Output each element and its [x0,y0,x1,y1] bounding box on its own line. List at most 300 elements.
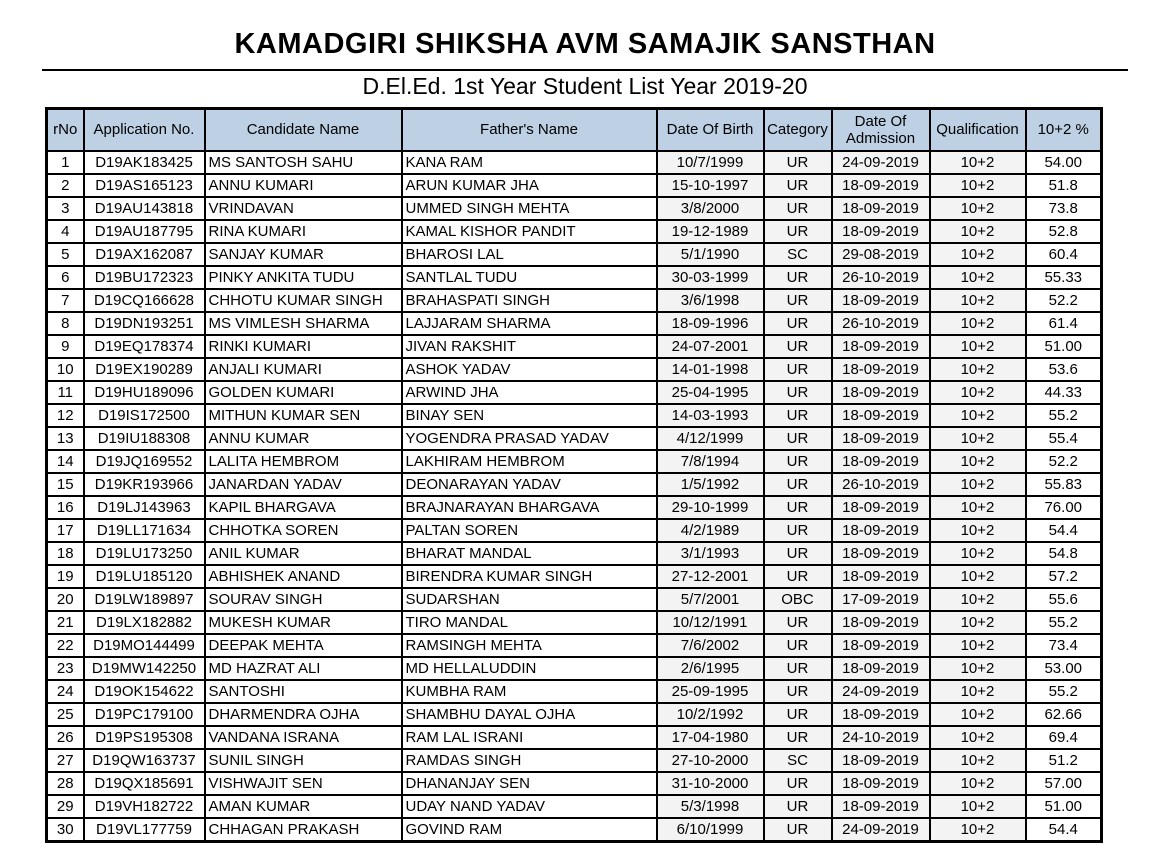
cell-dob: 5/3/1998 [657,795,764,818]
cell-qualification: 10+2 [930,358,1026,381]
cell-percent: 57.2 [1026,565,1102,588]
student-row [47,312,1102,335]
cell-rno: 4 [47,220,84,243]
cell-category: UR [764,220,832,243]
cell-dob: 17-04-1980 [657,726,764,749]
student-row [47,657,1102,680]
student-row [47,174,1102,197]
cell-rno: 7 [47,289,84,312]
cell-rno: 29 [47,795,84,818]
cell-category: UR [764,266,832,289]
student-row [47,404,1102,427]
cell-father-name: ASHOK YADAV [402,358,657,381]
cell-qualification: 10+2 [930,565,1026,588]
cell-father-name: BHARAT MANDAL [402,542,657,565]
cell-rno: 30 [47,818,84,842]
student-row [47,496,1102,519]
cell-father-name: ARUN KUMAR JHA [402,174,657,197]
cell-category: UR [764,174,832,197]
cell-dob: 14-03-1993 [657,404,764,427]
cell-category: UR [764,818,832,842]
cell-application-no: D19OK154622 [84,680,205,703]
cell-admission-date: 18-09-2019 [832,542,930,565]
student-row [47,565,1102,588]
cell-admission-date: 18-09-2019 [832,450,930,473]
cell-application-no: D19DN193251 [84,312,205,335]
cell-rno: 28 [47,772,84,795]
cell-rno: 21 [47,611,84,634]
cell-qualification: 10+2 [930,519,1026,542]
cell-category: UR [764,542,832,565]
cell-candidate-name: ANNU KUMAR [205,427,402,450]
cell-dob: 15-10-1997 [657,174,764,197]
cell-percent: 76.00 [1026,496,1102,519]
student-row [47,335,1102,358]
cell-dob: 5/1/1990 [657,243,764,266]
cell-admission-date: 26-10-2019 [832,312,930,335]
cell-application-no: D19IS172500 [84,404,205,427]
student-row [47,772,1102,795]
cell-candidate-name: VRINDAVAN [205,197,402,220]
col-header-candidate-name: Candidate Name [205,109,402,152]
cell-application-no: D19AX162087 [84,243,205,266]
cell-application-no: D19BU172323 [84,266,205,289]
cell-father-name: BINAY SEN [402,404,657,427]
cell-admission-date: 18-09-2019 [832,197,930,220]
cell-category: UR [764,795,832,818]
cell-father-name: KAMAL KISHOR PANDIT [402,220,657,243]
cell-application-no: D19JQ169552 [84,450,205,473]
cell-application-no: D19AS165123 [84,174,205,197]
cell-dob: 7/6/2002 [657,634,764,657]
student-row [47,519,1102,542]
col-header-rno: rNo [47,109,84,152]
cell-qualification: 10+2 [930,381,1026,404]
cell-father-name: RAMSINGH MEHTA [402,634,657,657]
cell-application-no: D19AK183425 [84,151,205,174]
cell-category: UR [764,381,832,404]
cell-dob: 10/7/1999 [657,151,764,174]
student-row [47,795,1102,818]
cell-rno: 8 [47,312,84,335]
cell-percent: 73.8 [1026,197,1102,220]
cell-percent: 55.2 [1026,611,1102,634]
cell-application-no: D19AU143818 [84,197,205,220]
cell-application-no: D19PC179100 [84,703,205,726]
col-header-percent: 10+2 % [1026,109,1102,152]
cell-rno: 22 [47,634,84,657]
cell-candidate-name: MS VIMLESH SHARMA [205,312,402,335]
cell-percent: 55.33 [1026,266,1102,289]
cell-application-no: D19AU187795 [84,220,205,243]
cell-category: UR [764,335,832,358]
cell-dob: 27-10-2000 [657,749,764,772]
cell-admission-date: 26-10-2019 [832,266,930,289]
cell-admission-date: 18-09-2019 [832,381,930,404]
cell-dob: 4/12/1999 [657,427,764,450]
cell-rno: 15 [47,473,84,496]
cell-dob: 30-03-1999 [657,266,764,289]
cell-application-no: D19QX185691 [84,772,205,795]
cell-application-no: D19MO144499 [84,634,205,657]
cell-candidate-name: CHHOTKA SOREN [205,519,402,542]
cell-rno: 24 [47,680,84,703]
cell-rno: 1 [47,151,84,174]
cell-application-no: D19LW189897 [84,588,205,611]
cell-percent: 62.66 [1026,703,1102,726]
cell-father-name: RAMDAS SINGH [402,749,657,772]
cell-category: UR [764,496,832,519]
cell-candidate-name: LALITA HEMBROM [205,450,402,473]
student-row [47,220,1102,243]
cell-percent: 55.4 [1026,427,1102,450]
cell-qualification: 10+2 [930,611,1026,634]
cell-father-name: LAKHIRAM HEMBROM [402,450,657,473]
cell-application-no: D19QW163737 [84,749,205,772]
cell-rno: 6 [47,266,84,289]
student-row [47,634,1102,657]
cell-candidate-name: DEEPAK MEHTA [205,634,402,657]
cell-admission-date: 18-09-2019 [832,404,930,427]
cell-father-name: GOVIND RAM [402,818,657,842]
cell-qualification: 10+2 [930,243,1026,266]
cell-category: SC [764,243,832,266]
cell-candidate-name: RINKI KUMARI [205,335,402,358]
cell-dob: 3/1/1993 [657,542,764,565]
col-header-dob: Date Of Birth [657,109,764,152]
cell-dob: 1/5/1992 [657,473,764,496]
cell-dob: 24-07-2001 [657,335,764,358]
cell-admission-date: 26-10-2019 [832,473,930,496]
cell-rno: 17 [47,519,84,542]
cell-qualification: 10+2 [930,220,1026,243]
student-row [47,266,1102,289]
cell-percent: 51.2 [1026,749,1102,772]
student-row [47,243,1102,266]
cell-dob: 27-12-2001 [657,565,764,588]
cell-candidate-name: SANTOSHI [205,680,402,703]
cell-qualification: 10+2 [930,266,1026,289]
cell-candidate-name: ABHISHEK ANAND [205,565,402,588]
cell-application-no: D19LL171634 [84,519,205,542]
cell-dob: 14-01-1998 [657,358,764,381]
cell-candidate-name: DHARMENDRA OJHA [205,703,402,726]
cell-qualification: 10+2 [930,197,1026,220]
student-row [47,818,1102,842]
cell-category: UR [764,151,832,174]
col-header-father-name: Father's Name [402,109,657,152]
cell-father-name: SHAMBHU DAYAL OJHA [402,703,657,726]
cell-father-name: ARWIND JHA [402,381,657,404]
student-row [47,680,1102,703]
col-header-category: Category [764,109,832,152]
cell-percent: 52.2 [1026,450,1102,473]
cell-dob: 31-10-2000 [657,772,764,795]
cell-percent: 52.2 [1026,289,1102,312]
cell-qualification: 10+2 [930,427,1026,450]
cell-percent: 51.00 [1026,335,1102,358]
cell-category: OBC [764,588,832,611]
cell-qualification: 10+2 [930,473,1026,496]
cell-admission-date: 18-09-2019 [832,749,930,772]
cell-dob: 25-04-1995 [657,381,764,404]
title-divider [42,69,1128,71]
cell-qualification: 10+2 [930,289,1026,312]
col-header-qualification: Qualification [930,109,1026,152]
cell-admission-date: 18-09-2019 [832,427,930,450]
cell-qualification: 10+2 [930,496,1026,519]
cell-application-no: D19EX190289 [84,358,205,381]
cell-dob: 29-10-1999 [657,496,764,519]
cell-category: UR [764,565,832,588]
cell-application-no: D19HU189096 [84,381,205,404]
cell-candidate-name: KAPIL BHARGAVA [205,496,402,519]
cell-percent: 61.4 [1026,312,1102,335]
student-row [47,726,1102,749]
cell-percent: 54.8 [1026,542,1102,565]
cell-application-no: D19MW142250 [84,657,205,680]
cell-admission-date: 24-09-2019 [832,818,930,842]
cell-rno: 19 [47,565,84,588]
cell-admission-date: 18-09-2019 [832,220,930,243]
cell-dob: 5/7/2001 [657,588,764,611]
cell-application-no: D19IU188308 [84,427,205,450]
cell-dob: 3/6/1998 [657,289,764,312]
cell-admission-date: 18-09-2019 [832,565,930,588]
cell-percent: 60.4 [1026,243,1102,266]
cell-admission-date: 18-09-2019 [832,772,930,795]
cell-qualification: 10+2 [930,634,1026,657]
cell-qualification: 10+2 [930,174,1026,197]
col-header-application-no: Application No. [84,109,205,152]
cell-dob: 10/2/1992 [657,703,764,726]
cell-percent: 51.8 [1026,174,1102,197]
cell-percent: 53.6 [1026,358,1102,381]
cell-candidate-name: GOLDEN KUMARI [205,381,402,404]
cell-candidate-name: MS SANTOSH SAHU [205,151,402,174]
cell-qualification: 10+2 [930,450,1026,473]
cell-application-no: D19CQ166628 [84,289,205,312]
cell-admission-date: 24-09-2019 [832,680,930,703]
cell-admission-date: 29-08-2019 [832,243,930,266]
student-row [47,427,1102,450]
cell-percent: 55.6 [1026,588,1102,611]
cell-percent: 54.4 [1026,818,1102,842]
cell-admission-date: 18-09-2019 [832,634,930,657]
cell-category: UR [764,427,832,450]
cell-dob: 19-12-1989 [657,220,764,243]
cell-admission-date: 18-09-2019 [832,335,930,358]
student-row [47,289,1102,312]
cell-father-name: UMMED SINGH MEHTA [402,197,657,220]
cell-rno: 14 [47,450,84,473]
cell-category: UR [764,473,832,496]
student-row [47,381,1102,404]
cell-father-name: PALTAN SOREN [402,519,657,542]
cell-candidate-name: SOURAV SINGH [205,588,402,611]
student-list-table [45,107,1103,843]
cell-percent: 55.2 [1026,404,1102,427]
cell-father-name: YOGENDRA PRASAD YADAV [402,427,657,450]
student-row [47,611,1102,634]
student-row [47,749,1102,772]
cell-category: UR [764,703,832,726]
cell-candidate-name: SANJAY KUMAR [205,243,402,266]
cell-qualification: 10+2 [930,151,1026,174]
cell-percent: 57.00 [1026,772,1102,795]
cell-admission-date: 18-09-2019 [832,703,930,726]
cell-qualification: 10+2 [930,588,1026,611]
cell-candidate-name: ANIL KUMAR [205,542,402,565]
cell-rno: 3 [47,197,84,220]
cell-father-name: TIRO MANDAL [402,611,657,634]
cell-qualification: 10+2 [930,703,1026,726]
cell-admission-date: 18-09-2019 [832,795,930,818]
cell-qualification: 10+2 [930,312,1026,335]
cell-qualification: 10+2 [930,680,1026,703]
cell-percent: 51.00 [1026,795,1102,818]
cell-admission-date: 18-09-2019 [832,611,930,634]
cell-qualification: 10+2 [930,818,1026,842]
cell-candidate-name: AMAN KUMAR [205,795,402,818]
cell-application-no: D19VL177759 [84,818,205,842]
cell-category: UR [764,657,832,680]
cell-rno: 23 [47,657,84,680]
cell-dob: 25-09-1995 [657,680,764,703]
cell-father-name: BRAJNARAYAN BHARGAVA [402,496,657,519]
page-subtitle: D.El.Ed. 1st Year Student List Year 2019-20 [362,73,808,99]
cell-father-name: BHAROSI LAL [402,243,657,266]
header-row [47,109,1102,152]
cell-qualification: 10+2 [930,542,1026,565]
student-row [47,197,1102,220]
cell-admission-date: 17-09-2019 [832,588,930,611]
cell-father-name: BIRENDRA KUMAR SINGH [402,565,657,588]
student-row [47,450,1102,473]
cell-rno: 26 [47,726,84,749]
cell-category: UR [764,358,832,381]
cell-father-name: DHANANJAY SEN [402,772,657,795]
page-title: KAMADGIRI SHIKSHA AVM SAMAJIK SANSTHAN [234,28,936,60]
cell-qualification: 10+2 [930,795,1026,818]
cell-application-no: D19PS195308 [84,726,205,749]
cell-percent: 73.4 [1026,634,1102,657]
cell-dob: 2/6/1995 [657,657,764,680]
cell-candidate-name: RINA KUMARI [205,220,402,243]
student-row [47,151,1102,174]
cell-application-no: D19LU185120 [84,565,205,588]
cell-admission-date: 24-10-2019 [832,726,930,749]
cell-father-name: KUMBHA RAM [402,680,657,703]
cell-qualification: 10+2 [930,772,1026,795]
cell-percent: 53.00 [1026,657,1102,680]
cell-dob: 3/8/2000 [657,197,764,220]
cell-qualification: 10+2 [930,726,1026,749]
cell-rno: 18 [47,542,84,565]
cell-category: UR [764,289,832,312]
cell-category: UR [764,312,832,335]
cell-father-name: KANA RAM [402,151,657,174]
cell-dob: 6/10/1999 [657,818,764,842]
student-row [47,703,1102,726]
cell-candidate-name: ANJALI KUMARI [205,358,402,381]
col-header-admission-date: Date Of Admission [832,109,930,152]
cell-admission-date: 24-09-2019 [832,151,930,174]
cell-rno: 11 [47,381,84,404]
cell-category: UR [764,519,832,542]
cell-admission-date: 18-09-2019 [832,519,930,542]
cell-category: UR [764,680,832,703]
cell-father-name: UDAY NAND YADAV [402,795,657,818]
cell-father-name: BRAHASPATI SINGH [402,289,657,312]
cell-father-name: DEONARAYAN YADAV [402,473,657,496]
cell-rno: 25 [47,703,84,726]
cell-qualification: 10+2 [930,657,1026,680]
cell-application-no: D19LU173250 [84,542,205,565]
cell-rno: 27 [47,749,84,772]
cell-father-name: SUDARSHAN [402,588,657,611]
cell-candidate-name: ANNU KUMARI [205,174,402,197]
cell-candidate-name: PINKY ANKITA TUDU [205,266,402,289]
cell-dob: 4/2/1989 [657,519,764,542]
cell-qualification: 10+2 [930,404,1026,427]
student-row [47,358,1102,381]
cell-admission-date: 18-09-2019 [832,358,930,381]
cell-admission-date: 18-09-2019 [832,496,930,519]
cell-candidate-name: CHHOTU KUMAR SINGH [205,289,402,312]
cell-candidate-name: VANDANA ISRANA [205,726,402,749]
cell-candidate-name: VISHWAJIT SEN [205,772,402,795]
student-row [47,542,1102,565]
cell-father-name: RAM LAL ISRANI [402,726,657,749]
cell-rno: 5 [47,243,84,266]
cell-rno: 20 [47,588,84,611]
cell-candidate-name: JANARDAN YADAV [205,473,402,496]
cell-rno: 16 [47,496,84,519]
cell-category: UR [764,404,832,427]
cell-application-no: D19EQ178374 [84,335,205,358]
cell-application-no: D19VH182722 [84,795,205,818]
cell-percent: 55.83 [1026,473,1102,496]
cell-candidate-name: SUNIL SINGH [205,749,402,772]
cell-candidate-name: MITHUN KUMAR SEN [205,404,402,427]
cell-father-name: MD HELLALUDDIN [402,657,657,680]
cell-father-name: LAJJARAM SHARMA [402,312,657,335]
cell-percent: 55.2 [1026,680,1102,703]
cell-rno: 13 [47,427,84,450]
cell-category: SC [764,749,832,772]
student-row [47,588,1102,611]
cell-category: UR [764,634,832,657]
cell-father-name: JIVAN RAKSHIT [402,335,657,358]
cell-application-no: D19LX182882 [84,611,205,634]
cell-candidate-name: MD HAZRAT ALI [205,657,402,680]
cell-father-name: SANTLAL TUDU [402,266,657,289]
cell-dob: 7/8/1994 [657,450,764,473]
cell-category: UR [764,772,832,795]
cell-rno: 2 [47,174,84,197]
cell-admission-date: 18-09-2019 [832,174,930,197]
cell-dob: 18-09-1996 [657,312,764,335]
cell-category: UR [764,450,832,473]
cell-percent: 69.4 [1026,726,1102,749]
cell-admission-date: 18-09-2019 [832,657,930,680]
cell-qualification: 10+2 [930,335,1026,358]
cell-dob: 10/12/1991 [657,611,764,634]
cell-candidate-name: CHHAGAN PRAKASH [205,818,402,842]
cell-rno: 9 [47,335,84,358]
cell-application-no: D19KR193966 [84,473,205,496]
